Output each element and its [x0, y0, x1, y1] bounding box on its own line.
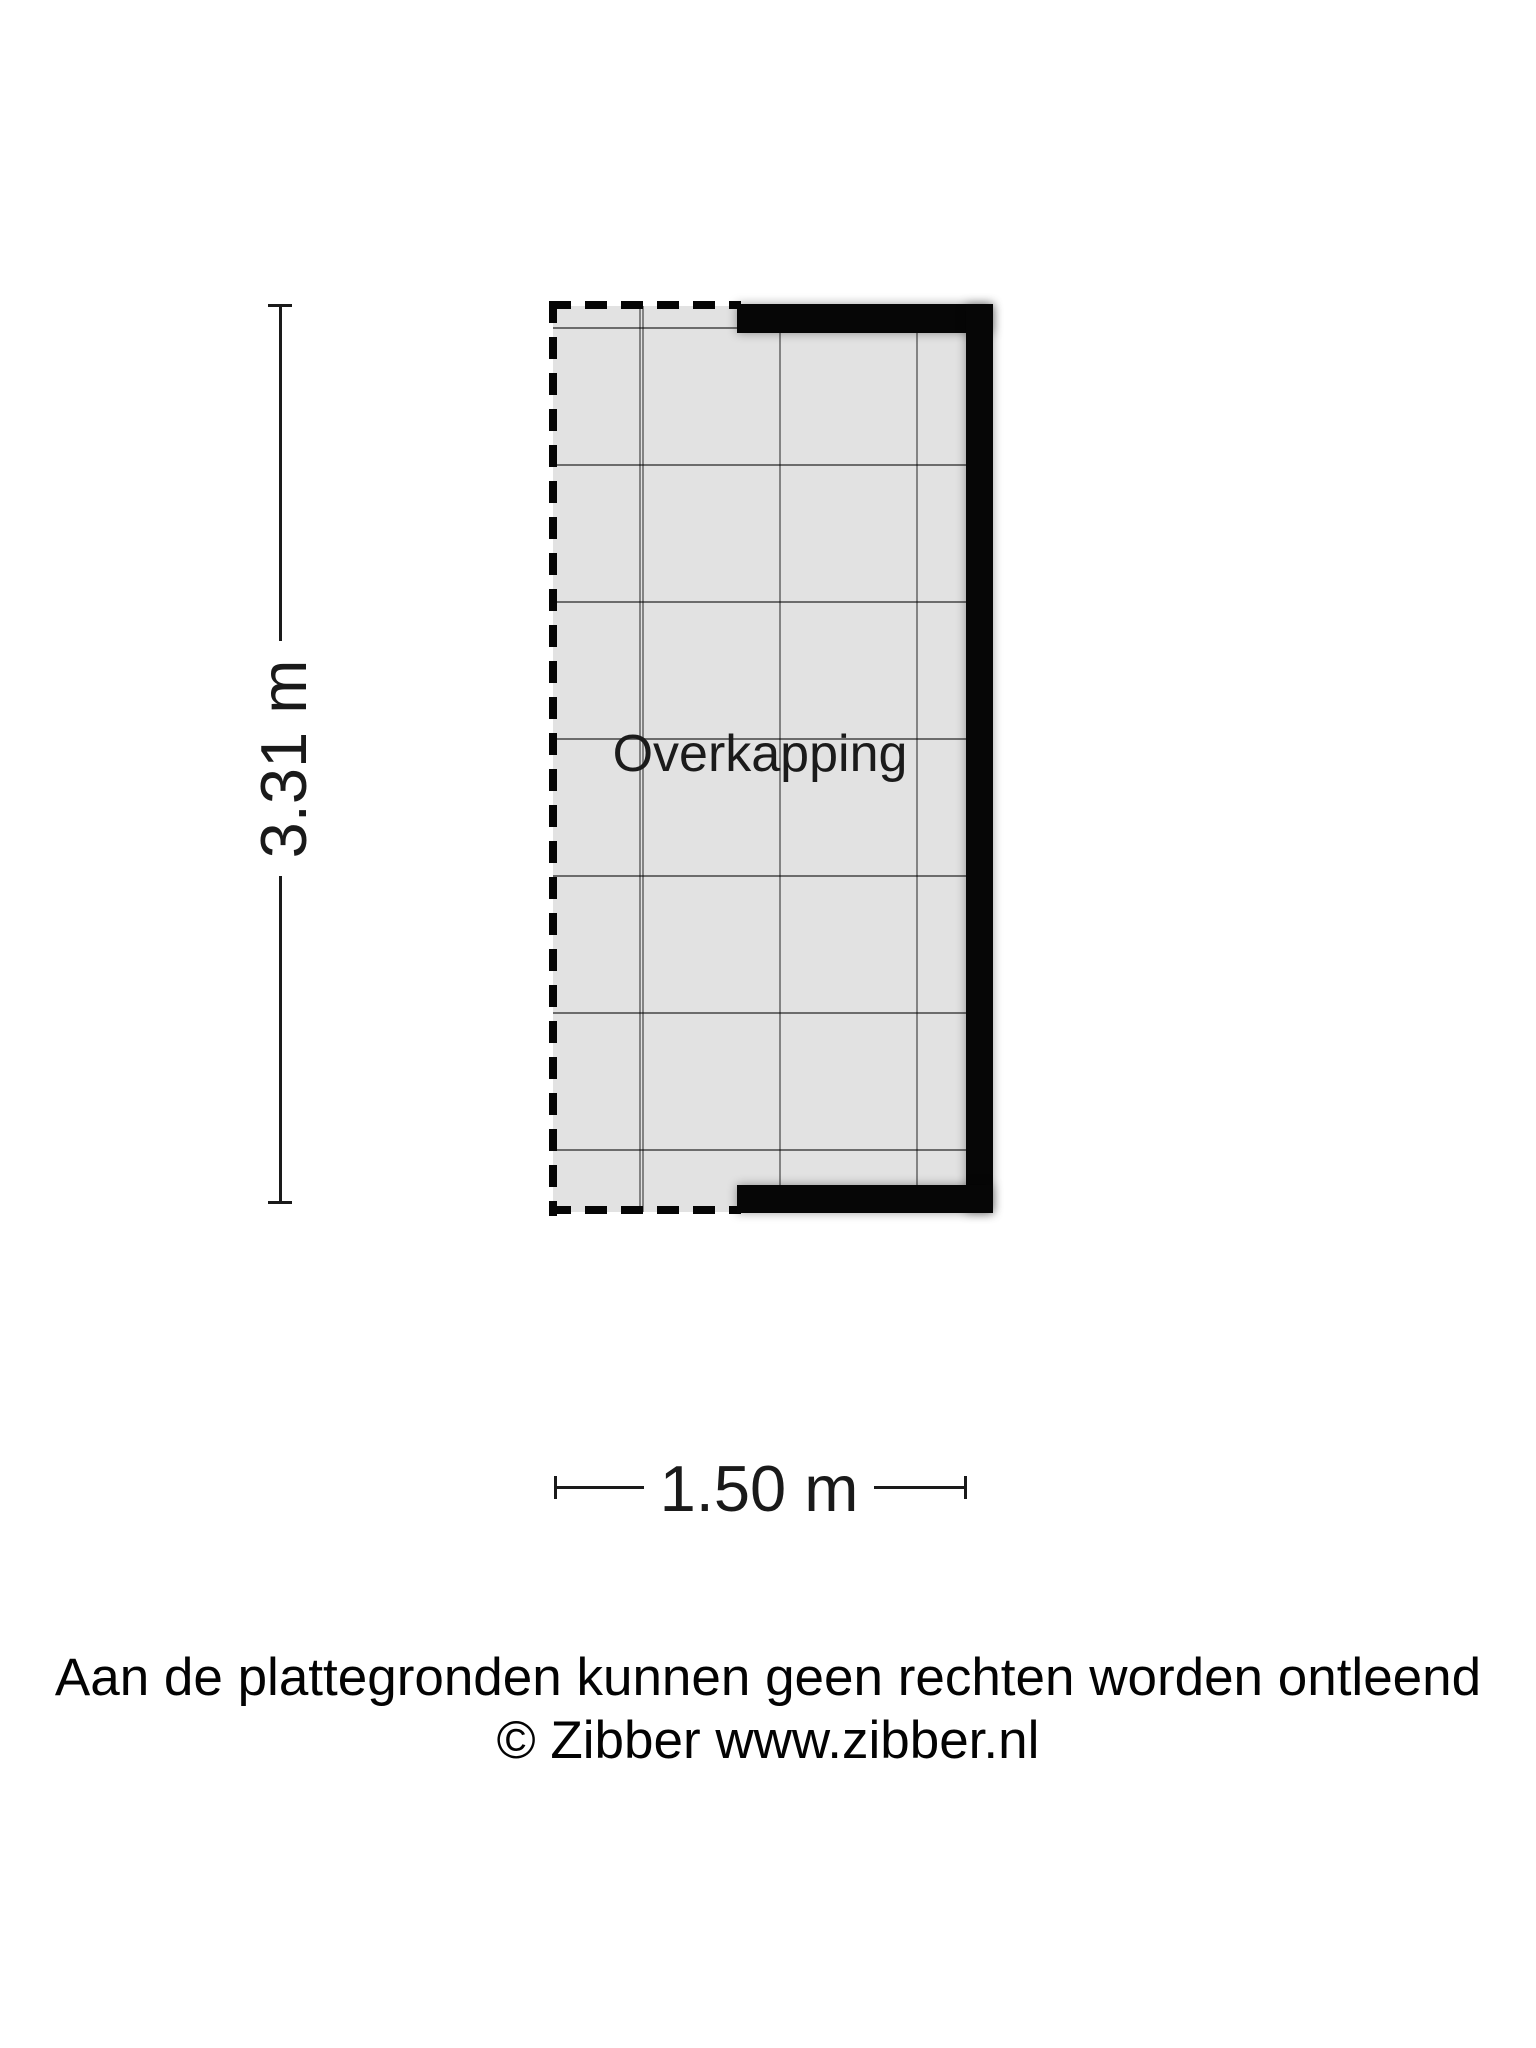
room-label: Overkapping — [612, 725, 908, 783]
wall-right — [966, 304, 993, 1213]
copyright-text: © Zibber www.zibber.nl — [496, 1711, 1040, 1770]
horizontal-dimension-tick-right — [964, 1476, 967, 1499]
vertical-dimension-line-upper — [279, 305, 282, 641]
footer — [0, 1646, 1536, 1772]
vertical-dimension-label: 3.31 m — [246, 659, 320, 859]
horizontal-dimension-line-left — [555, 1486, 644, 1489]
wall-bottom — [737, 1185, 993, 1213]
wall-top — [737, 304, 993, 333]
dashed-boundary-top — [549, 301, 741, 309]
vertical-dimension-tick-bottom — [268, 1201, 292, 1204]
horizontal-dimension-line-right — [874, 1486, 967, 1489]
floor-area — [553, 306, 967, 1212]
vertical-dimension-line-lower — [279, 876, 282, 1204]
dashed-boundary-left — [549, 301, 557, 1216]
horizontal-dimension-label: 1.50 m — [659, 1451, 859, 1525]
dashed-boundary-bottom — [549, 1206, 741, 1214]
disclaimer-text: Aan de plattegronden kunnen geen rechten worden ontleend — [54, 1648, 1482, 1707]
